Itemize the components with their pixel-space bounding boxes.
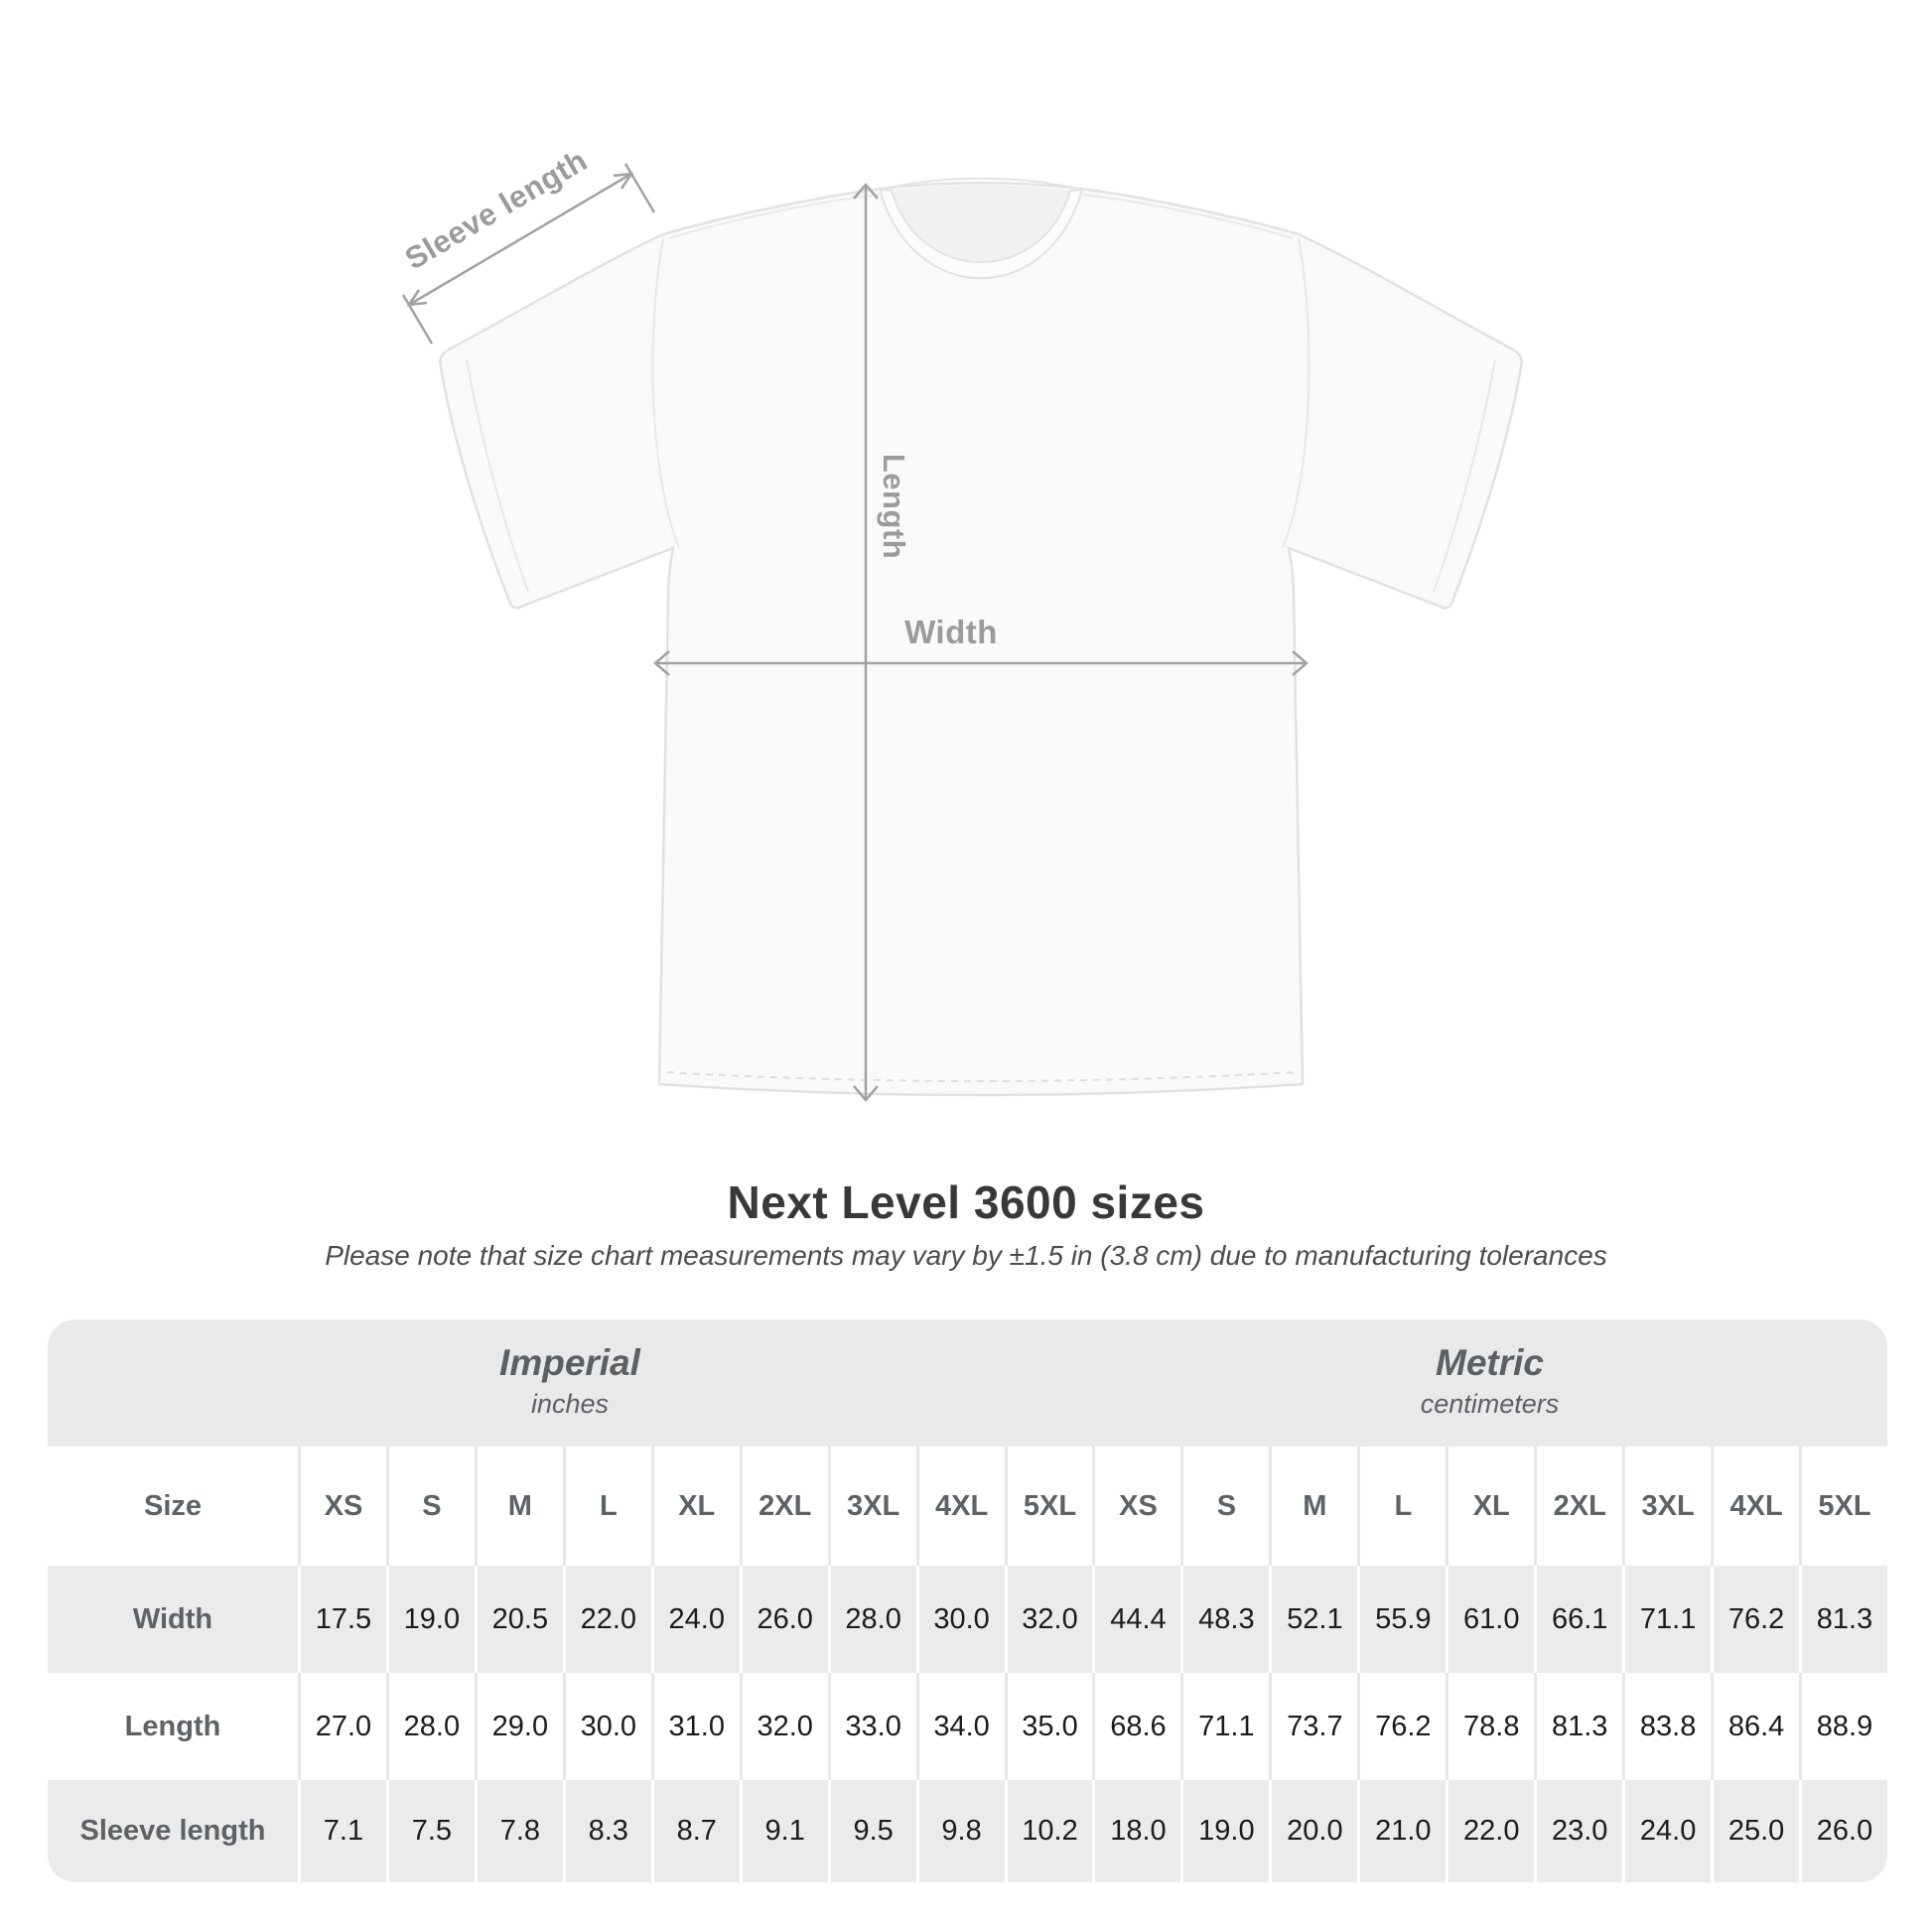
value-cell: 48.3	[1180, 1566, 1269, 1673]
value-cell: 28.0	[386, 1673, 475, 1780]
imperial-title: Imperial	[499, 1342, 640, 1383]
value-cell: 34.0	[916, 1673, 1005, 1780]
value-cell: 29.0	[475, 1673, 563, 1780]
size-label-imperial: 5XL	[1005, 1447, 1093, 1566]
size-label-imperial: 2XL	[740, 1447, 828, 1566]
length-label: Length	[877, 453, 911, 560]
value-cell: 22.0	[563, 1566, 651, 1673]
value-cell: 26.0	[740, 1566, 828, 1673]
value-cell: 30.0	[563, 1673, 651, 1780]
value-cell: 86.4	[1711, 1673, 1799, 1780]
value-cell: 33.0	[828, 1673, 916, 1780]
value-cell: 10.2	[1005, 1780, 1093, 1882]
value-cell: 68.6	[1092, 1673, 1180, 1780]
size-label-metric: 5XL	[1799, 1447, 1887, 1566]
value-cell: 27.0	[298, 1673, 386, 1780]
size-label-metric: S	[1180, 1447, 1269, 1566]
row-label: Length	[124, 1710, 221, 1742]
size-label-metric: XL	[1446, 1447, 1534, 1566]
value-cell: 8.3	[563, 1780, 651, 1882]
value-cell: 76.2	[1711, 1566, 1799, 1673]
size-label-metric: 2XL	[1534, 1447, 1622, 1566]
row-label: Width	[132, 1602, 213, 1635]
sleeve-length-label: Sleeve length	[398, 142, 594, 277]
value-cell: 30.0	[916, 1566, 1005, 1673]
value-cell: 81.3	[1799, 1566, 1887, 1673]
value-cell: 26.0	[1799, 1780, 1887, 1882]
value-cell: 7.5	[386, 1780, 475, 1882]
value-cell: 71.1	[1622, 1566, 1711, 1673]
size-label-imperial: 3XL	[828, 1447, 916, 1566]
measurement-row	[48, 1566, 1887, 1673]
metric-unit: centimeters	[1420, 1389, 1560, 1419]
size-label-imperial: S	[386, 1447, 475, 1566]
page-title: Next Level 3600 sizes	[727, 1176, 1205, 1228]
page-subtitle: Please note that size chart measurements may vary by ±1.5 in (3.8 cm) due to manufacturing tolerances	[325, 1240, 1607, 1271]
size-label-metric: XS	[1092, 1447, 1180, 1566]
row-label: Sleeve length	[79, 1815, 266, 1847]
value-cell: 19.0	[1180, 1780, 1269, 1882]
value-cell: 9.5	[828, 1780, 916, 1882]
value-cell: 19.0	[386, 1566, 475, 1673]
value-cell: 8.7	[651, 1780, 740, 1882]
measurement-row	[48, 1673, 1887, 1780]
value-cell: 83.8	[1622, 1673, 1711, 1780]
value-cell: 18.0	[1092, 1780, 1180, 1882]
value-cell: 44.4	[1092, 1566, 1180, 1673]
value-cell: 7.8	[475, 1780, 563, 1882]
value-cell: 32.0	[740, 1673, 828, 1780]
value-cell: 61.0	[1446, 1566, 1534, 1673]
value-cell: 25.0	[1711, 1780, 1799, 1882]
size-label-metric: 3XL	[1622, 1447, 1711, 1566]
size-table	[48, 1319, 1887, 1882]
value-cell: 21.0	[1357, 1780, 1446, 1882]
imperial-section-header	[48, 1319, 1092, 1447]
value-cell: 24.0	[651, 1566, 740, 1673]
value-cell: 22.0	[1446, 1780, 1534, 1882]
width-label: Width	[904, 614, 998, 650]
value-cell: 9.1	[740, 1780, 828, 1882]
value-cell: 17.5	[298, 1566, 386, 1673]
value-cell: 24.0	[1622, 1780, 1711, 1882]
value-cell: 66.1	[1534, 1566, 1622, 1673]
value-cell: 55.9	[1357, 1566, 1446, 1673]
size-label-imperial: M	[475, 1447, 563, 1566]
value-cell: 35.0	[1005, 1673, 1093, 1780]
size-label-metric: 4XL	[1711, 1447, 1799, 1566]
measurement-row	[48, 1780, 1887, 1882]
value-cell: 23.0	[1534, 1780, 1622, 1882]
value-cell: 7.1	[298, 1780, 386, 1882]
value-cell: 88.9	[1799, 1673, 1887, 1780]
value-cell: 32.0	[1005, 1566, 1093, 1673]
value-cell: 20.5	[475, 1566, 563, 1673]
table-grid	[48, 1447, 1887, 1882]
value-cell: 73.7	[1269, 1673, 1357, 1780]
size-label-imperial: XL	[651, 1447, 740, 1566]
value-cell: 31.0	[651, 1673, 740, 1780]
value-cell: 81.3	[1534, 1673, 1622, 1780]
size-label-metric: M	[1269, 1447, 1357, 1566]
metric-section-header	[1092, 1319, 1887, 1447]
value-cell: 71.1	[1180, 1673, 1269, 1780]
size-label-imperial: L	[563, 1447, 651, 1566]
value-cell: 52.1	[1269, 1566, 1357, 1673]
size-label-imperial: 4XL	[916, 1447, 1005, 1566]
size-label-imperial: XS	[298, 1447, 386, 1566]
size-header-row	[48, 1447, 1887, 1566]
size-col-header: Size	[143, 1489, 203, 1522]
imperial-unit: inches	[530, 1389, 610, 1419]
value-cell: 28.0	[828, 1566, 916, 1673]
value-cell: 78.8	[1446, 1673, 1534, 1780]
value-cell: 76.2	[1357, 1673, 1446, 1780]
metric-title: Metric	[1436, 1342, 1544, 1383]
value-cell: 20.0	[1269, 1780, 1357, 1882]
value-cell: 9.8	[916, 1780, 1005, 1882]
unit-header-band	[48, 1319, 1887, 1447]
size-label-metric: L	[1357, 1447, 1446, 1566]
